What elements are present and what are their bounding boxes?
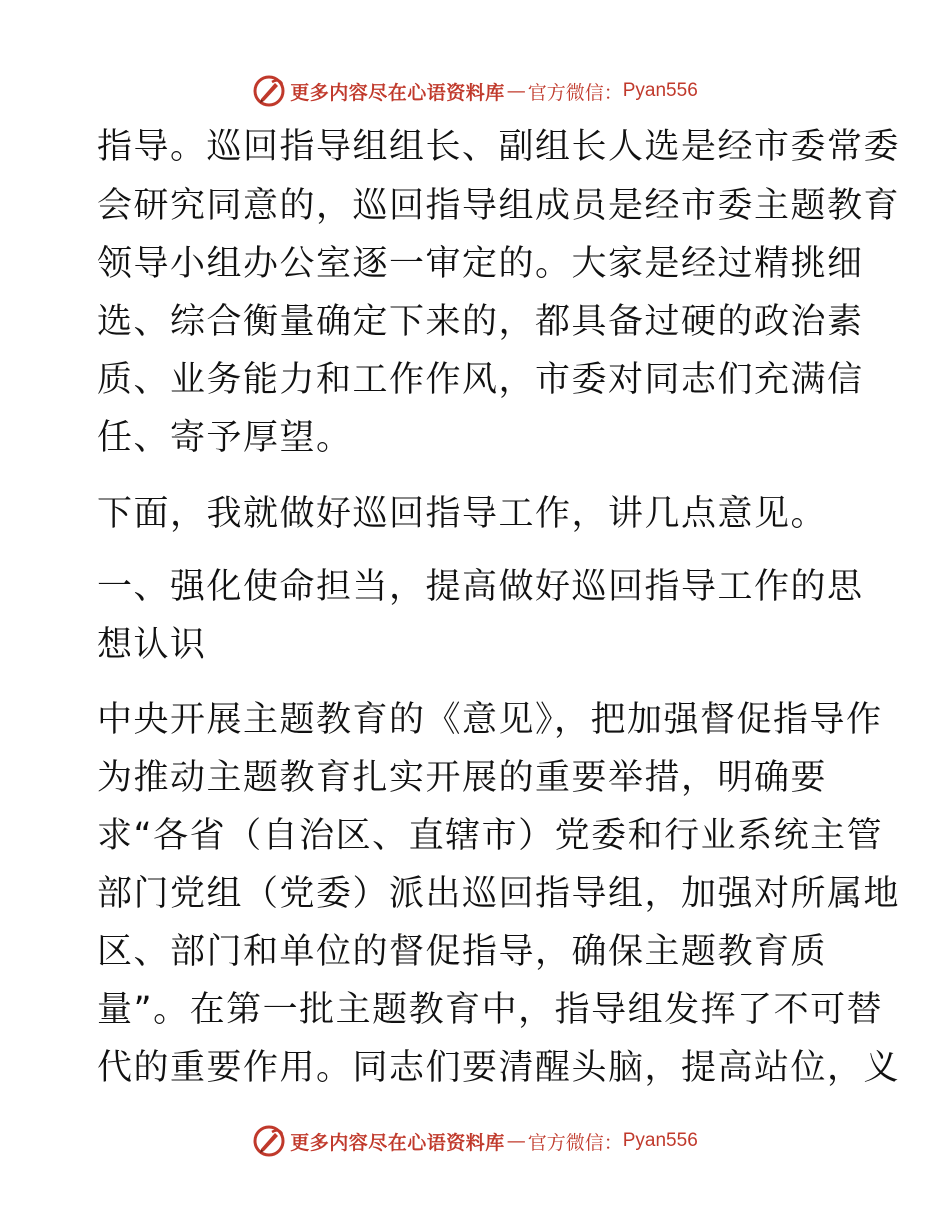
footer-wechat-id: Pyan556 <box>622 1130 698 1151</box>
footer-brand-text: 更多内容尽在心语资料库 <box>290 1131 505 1154</box>
body-line: 会研究同意的，巡回指导组成员是经市委主题教育 <box>97 186 901 226</box>
body-line: 选、综合衡量确定下来的，都具备过硬的政治素 <box>97 302 864 342</box>
header-wechat-id: Pyan556 <box>622 80 698 101</box>
footer-separator: — <box>506 1130 526 1152</box>
body-line: 区、部门和单位的督促指导，确保主题教育质 <box>97 932 828 972</box>
header-separator: — <box>506 80 526 102</box>
section-heading: 一、强化使命担当，提高做好巡回指导工作的思 <box>97 567 864 607</box>
body-line: 领导小组办公室逐一审定的。大家是经过精挑细 <box>97 244 864 284</box>
footer-wechat-label: 官方微信： <box>527 1131 623 1154</box>
body-line: 指导。巡回指导组组长、副组长人选是经市委常委 <box>97 127 901 167</box>
header-wechat-label: 官方微信： <box>527 81 623 104</box>
body-line: 质、业务能力和工作作风，市委对同志们充满信 <box>97 360 864 400</box>
body-line: 任、寄予厚望。 <box>97 418 353 458</box>
pen-logo-icon <box>252 1124 286 1158</box>
body-line: 为推动主题教育扎实开展的重要举措，明确要 <box>97 758 828 798</box>
header-brand-text: 更多内容尽在心语资料库 <box>290 81 505 104</box>
body-line: 下面，我就做好巡回指导工作，讲几点意见。 <box>97 494 828 534</box>
body-line: 部门党组（党委）派出巡回指导组，加强对所属地 <box>97 874 901 914</box>
footer-banner <box>0 1121 950 1161</box>
section-heading: 想认识 <box>97 625 207 665</box>
body-line: 量”。在第一批主题教育中，指导组发挥了不可替 <box>97 990 884 1030</box>
body-line: 中央开展主题教育的《意见》，把加强督促指导作 <box>97 700 883 740</box>
body-line: 代的重要作用。同志们要清醒头脑，提高站位，义 <box>97 1048 901 1088</box>
body-line: 求“各省（自治区、直辖市）党委和行业系统主管 <box>97 816 884 856</box>
